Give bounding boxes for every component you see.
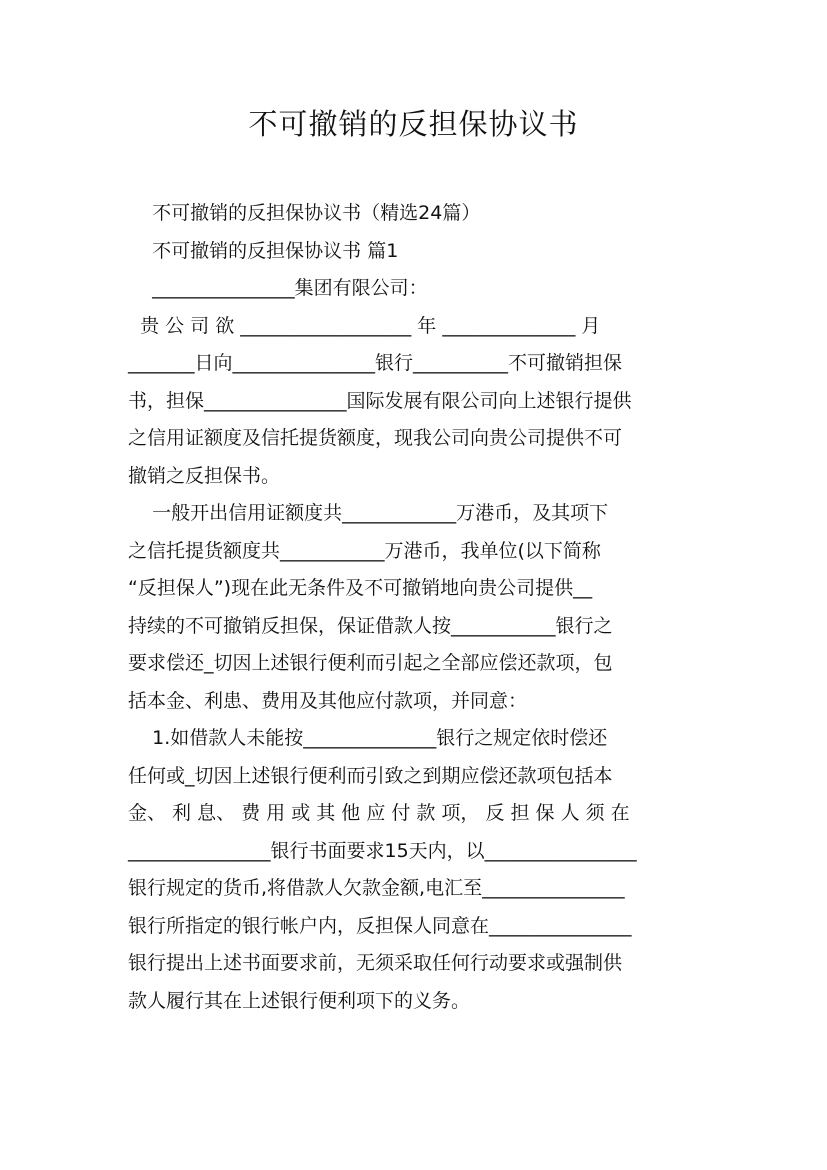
- body-line: “反担保人”)现在此无条件及不可撤销地向贵公司提供__: [128, 577, 593, 599]
- body-line: 之信用证额度及信托提货额度，现我公司向贵公司提供不可: [128, 427, 623, 449]
- body-line: 不可撤销的反担保协议书（精选24篇）: [128, 202, 481, 224]
- body-line: 一般开出信用证额度共____________万港币，及其项下: [128, 502, 609, 524]
- body-line: 要求偿还_切因上述银行便利而引起之全部应偿还款项，包: [128, 652, 613, 674]
- document-title: 不可撤销的反担保协议书: [248, 107, 579, 141]
- body-line: 不可撤销的反担保协议书 篇1: [128, 239, 399, 262]
- body-line: _______日向_______________银行__________不可撤销担保: [128, 352, 623, 374]
- body-line: 持续的不可撤销反担保，保证借款人按___________银行之: [128, 614, 613, 637]
- body-line: 之信托提货额度共___________万港币，我单位(以下简称: [128, 539, 601, 562]
- document-body: [128, 195, 702, 1020]
- body-line: 贵 公 司 欲 __________________ 年 ______________ 月: [128, 314, 601, 337]
- body-line: 撤销之反担保书。: [128, 464, 281, 487]
- body-line: 银行提出上述书面要求前，无须采取任何行动要求或强制供: [128, 952, 623, 974]
- body-line: 银行所指定的银行帐户内，反担保人同意在_______________: [128, 914, 632, 937]
- body-line: 银行规定的货币,将借款人欠款金额,电汇至_______________: [128, 877, 625, 899]
- body-line: _______________银行书面要求15天内，以________________: [128, 839, 637, 862]
- body-line: 书，担保_______________国际发展有限公司向上述银行提供: [128, 389, 632, 412]
- body-line: 金、 利 息、 费 用 或 其 他 应 付 款 项， 反 担 保 人 须 在: [128, 802, 630, 824]
- body-line: 任何或_切因上述银行便利而引致之到期应偿还款项包括本: [128, 764, 613, 787]
- body-line: 款人履行其在上述银行便利项下的义务。: [128, 989, 471, 1012]
- body-line: 1.如借款人未能按______________银行之规定依时偿还: [128, 727, 608, 749]
- body-line: 括本金、利患、费用及其他应付款项，并同意：: [128, 689, 528, 712]
- body-line: _______________集团有限公司：: [128, 277, 428, 299]
